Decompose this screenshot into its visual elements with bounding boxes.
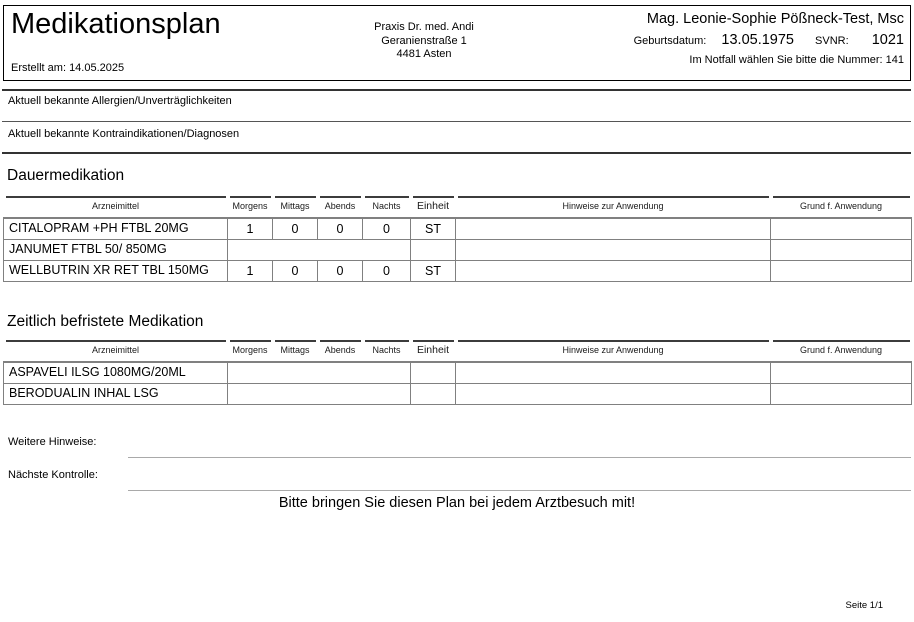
dose-nachts: 0 [363,260,411,281]
drug-name: WELLBUTRIN XR RET TBL 150MG [4,260,228,281]
col-morgens: Morgens [228,196,273,218]
col-nachts: Nachts [363,196,411,218]
naechste-kontrolle-blank-line [128,490,911,491]
col-hinweise: Hinweise zur Anwendung [456,196,771,218]
col-abends: Abends [318,340,363,362]
emergency-note: Im Notfall wählen Sie bitte die Nummer: 141 [689,54,904,66]
dose-empty [228,239,411,260]
usage-reason [771,383,912,404]
practice-city: 4481 Asten [396,48,452,60]
weitere-hinweise-row [3,436,911,458]
usage-reason [771,218,912,239]
divider [2,121,911,122]
naechste-kontrolle-label: Nächste Kontrolle: [8,469,98,481]
page-number: Seite 1/1 [845,600,883,611]
divider [2,89,911,91]
table-row [4,260,912,281]
svnr-value: 1021 [871,32,904,48]
dose-morgens: 1 [228,218,273,239]
dose-mittags: 0 [273,218,318,239]
col-hinweise: Hinweise zur Anwendung [456,340,771,362]
col-mittags: Mittags [273,340,318,362]
dose-unit: ST [411,260,456,281]
practice-address [314,21,534,62]
usage-hint [456,362,771,383]
page-title: Medikationsplan [11,8,221,40]
patient-block [634,11,904,66]
befristete-medikation-title: Zeitlich befristete Medikation [7,313,204,330]
col-morgens: Morgens [228,340,273,362]
dose-empty [228,362,411,383]
practice-street: Geranienstraße 1 [381,34,467,47]
dose-nachts: 0 [363,218,411,239]
usage-reason [771,260,912,281]
col-nachts: Nachts [363,340,411,362]
dose-abends: 0 [318,218,363,239]
col-grund: Grund f. Anwendung [771,340,912,362]
contraindications-section-label: Aktuell bekannte Kontraindikationen/Diagnosen [8,128,240,140]
practice-name: Praxis Dr. med. Andi [374,21,474,33]
weitere-hinweise-label: Weitere Hinweise: [8,436,97,448]
created-date: Erstellt am: 14.05.2025 [11,62,125,74]
bring-plan-note: Bitte bringen Sie diesen Plan bei jedem Arztbesuch mit! [278,495,636,511]
patient-name: Mag. Leonie-Sophie Pößneck-Test, Msc [646,11,904,27]
col-mittags: Mittags [273,196,318,218]
usage-reason [771,239,912,260]
table-header-row [4,340,912,362]
table-row [4,362,912,383]
usage-hint [456,383,771,404]
usage-hint [456,260,771,281]
dose-unit: ST [411,218,456,239]
dose-morgens: 1 [228,260,273,281]
table-row [4,383,912,404]
col-grund: Grund f. Anwendung [771,196,912,218]
usage-hint [456,239,771,260]
dauermedikation-title: Dauermedikation [7,167,125,184]
dose-unit [411,362,456,383]
birthdate-label: Geburtsdatum: [633,35,707,47]
drug-name: BERODUALIN INHAL LSG [4,383,228,404]
col-arzneimittel: Arzneimittel [4,196,228,218]
befristete-medikation-table [3,340,912,405]
drug-name: CITALOPRAM +PH FTBL 20MG [4,218,228,239]
dose-unit [411,383,456,404]
table-row [4,239,912,260]
naechste-kontrolle-row [3,469,911,491]
divider [2,152,911,154]
svnr-label: SVNR: [815,35,849,47]
table-row [4,218,912,239]
birthdate-value: 13.05.1975 [721,32,794,48]
drug-name: JANUMET FTBL 50/ 850MG [4,239,228,260]
col-abends: Abends [318,196,363,218]
header-box [3,5,911,81]
dose-unit [411,239,456,260]
usage-reason [771,362,912,383]
dose-mittags: 0 [273,260,318,281]
col-einheit: Einheit [411,196,456,218]
col-einheit: Einheit [411,340,456,362]
dauermedikation-table [3,196,912,282]
table-header-row [4,196,912,218]
drug-name: ASPAVELI ILSG 1080MG/20ML [4,362,228,383]
patient-details [634,32,904,48]
allergies-section-label: Aktuell bekannte Allergien/Unverträglichkeiten [8,95,232,107]
dose-abends: 0 [318,260,363,281]
dose-empty [228,383,411,404]
col-arzneimittel: Arzneimittel [4,340,228,362]
usage-hint [456,218,771,239]
weitere-hinweise-blank-line [128,457,911,458]
